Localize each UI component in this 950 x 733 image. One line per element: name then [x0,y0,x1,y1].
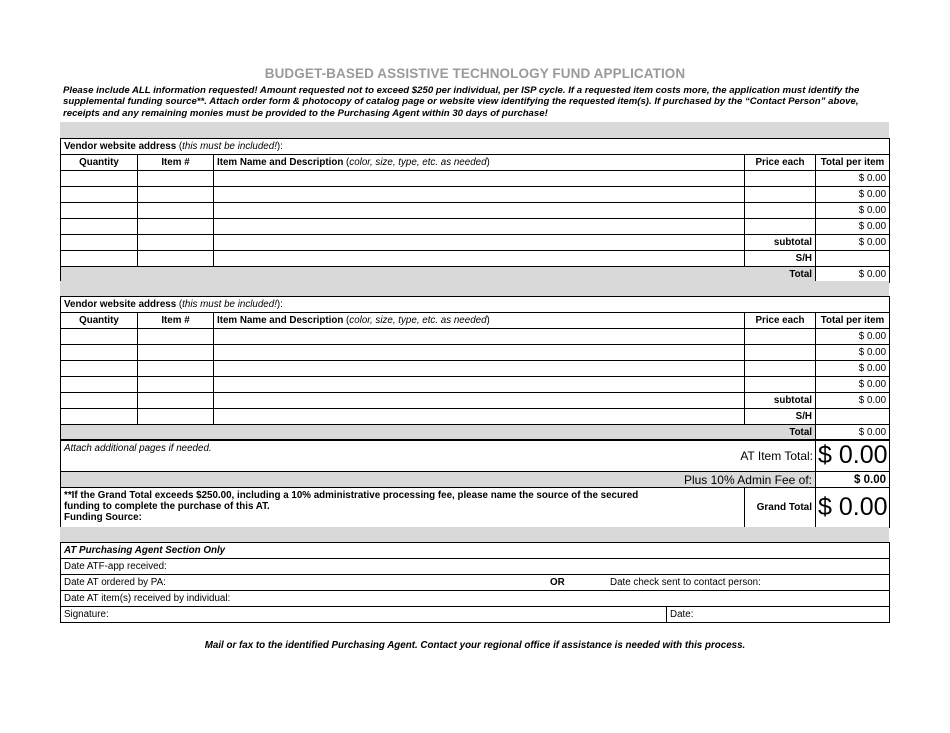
price-cell[interactable] [745,377,816,393]
price-cell[interactable] [745,219,816,235]
vendor-website-field[interactable]: Vendor website address (this must be included!): [61,139,890,155]
col-total-per-item: Total per item [816,313,890,329]
table-row [61,171,890,187]
date-received-field[interactable]: Date ATF-app received: [61,559,890,575]
shipping-row [61,251,890,267]
col-item-number: Item # [138,155,214,171]
item-name-cell[interactable] [214,345,745,361]
item-number-cell[interactable] [138,171,214,187]
subtotal-label: subtotal [745,393,816,409]
quantity-cell[interactable] [61,187,138,203]
price-cell[interactable] [745,329,816,345]
row-total: $ 0.00 [816,203,890,219]
subtotal-value: $ 0.00 [816,235,890,251]
quantity-cell[interactable] [61,393,138,409]
row-total: $ 0.00 [816,377,890,393]
item-number-cell[interactable] [138,187,214,203]
item-number-cell[interactable] [138,409,214,425]
total-value: $ 0.00 [816,267,890,283]
funding-source-field[interactable] [61,488,745,528]
price-cell[interactable] [745,171,816,187]
sh-input[interactable] [816,251,890,267]
sh-label: S/H [745,409,816,425]
at-item-total-value: $ 0.00 [816,440,890,472]
col-quantity: Quantity [61,313,138,329]
admin-fee-value: $ 0.00 [816,472,890,488]
row-total: $ 0.00 [816,345,890,361]
table-row [61,361,890,377]
date-field[interactable]: Date: [667,607,890,623]
vendor-note: this must be included! [182,141,277,152]
subtotal-label: subtotal [745,235,816,251]
items-received-field[interactable]: Date AT item(s) received by individual: [61,591,890,607]
check-sent-label: Date check sent to contact person: [610,577,761,588]
price-cell[interactable] [745,361,816,377]
funding-source-label: Funding Source: [64,512,142,524]
quantity-cell[interactable] [61,409,138,425]
item-number-cell[interactable] [138,361,214,377]
quantity-cell[interactable] [61,235,138,251]
col-price-each: Price each [745,155,816,171]
price-cell[interactable] [745,187,816,203]
total-label: Total [61,425,816,441]
vendor-table-2 [60,296,890,441]
col-price-each: Price each [745,313,816,329]
table-row [61,345,890,361]
quantity-cell[interactable] [61,203,138,219]
quantity-cell[interactable] [61,361,138,377]
footer-note: Mail or fax to the identified Purchasing Agent. Contact your regional office if assistance is needed with this process. [204,640,746,651]
quantity-cell[interactable] [61,219,138,235]
quantity-cell[interactable] [61,377,138,393]
row-total: $ 0.00 [816,219,890,235]
grand-total-value: $ 0.00 [816,488,890,528]
quantity-cell[interactable] [61,345,138,361]
attach-note-cell [61,440,816,472]
vendor-label: Vendor website address [64,141,177,152]
subtotal-row [61,393,890,409]
row-total: $ 0.00 [816,187,890,203]
item-name-cell[interactable] [214,235,745,251]
item-name-cell[interactable] [214,361,745,377]
total-label: Total [61,267,816,283]
item-number-cell[interactable] [138,329,214,345]
col-total-per-item: Total per item [816,155,890,171]
item-name-cell[interactable] [214,219,745,235]
item-name-cell[interactable] [214,329,745,345]
quantity-cell[interactable] [61,329,138,345]
item-number-cell[interactable] [138,235,214,251]
section-divider [60,281,889,297]
item-name-cell[interactable] [214,251,745,267]
price-cell[interactable] [745,203,816,219]
item-number-cell[interactable] [138,345,214,361]
table-row [61,329,890,345]
vendor-website-field[interactable]: Vendor website address (this must be included!): [61,297,890,313]
item-name-cell[interactable] [214,393,745,409]
vendor-label: Vendor website address [64,299,177,310]
sh-input[interactable] [816,409,890,425]
row-total: $ 0.00 [816,171,890,187]
item-number-cell[interactable] [138,219,214,235]
item-name-cell[interactable] [214,171,745,187]
col-quantity: Quantity [61,155,138,171]
vendor-note: this must be included! [182,299,277,310]
totals-table [60,439,890,528]
section-divider [60,527,889,543]
date-ordered-label: Date AT ordered by PA: [64,577,166,588]
shipping-row [61,409,890,425]
grand-total-note: **If the Grand Total exceeds $250.00, including a 10% administrative processing fee, please name the source of the secured funding to complete the purchase of this AT. [64,490,639,513]
col-item-name: Item Name and Description (color, size, type, etc. as needed) [214,313,745,329]
item-name-cell[interactable] [214,377,745,393]
table-row [61,187,890,203]
grand-total-label: Grand Total [745,488,816,528]
or-label: OR [550,577,565,588]
vendor-table-1 [60,138,890,283]
pa-section-table [60,542,890,623]
table-row [61,219,890,235]
section-divider [60,122,889,138]
form-title: BUDGET-BASED ASSISTIVE TECHNOLOGY FUND APPLICATION [264,66,686,81]
item-name-cell[interactable] [214,187,745,203]
col-item-number: Item # [138,313,214,329]
table-row [61,203,890,219]
price-cell[interactable] [745,345,816,361]
row-total: $ 0.00 [816,361,890,377]
item-name-cell[interactable] [214,409,745,425]
admin-fee-label: Plus 10% Admin Fee of: [61,472,816,488]
subtotal-value: $ 0.00 [816,393,890,409]
signature-field[interactable]: Signature: [61,607,667,623]
row-total: $ 0.00 [816,329,890,345]
item-name-cell[interactable] [214,203,745,219]
item-number-cell[interactable] [138,393,214,409]
at-item-total-label: AT Item Total: [740,449,814,463]
item-number-cell[interactable] [138,203,214,219]
sh-label: S/H [745,251,816,267]
total-value: $ 0.00 [816,425,890,441]
instructions-text: Please include ALL information requested! Amount requested not to exceed $250 per individual, per ISP cycle. If a requested item costs more, the application must identify the supplemental funding source**. Attach order form & photocopy of catalog page or website view identifying the requested item(s). If purchased by the “Contact Person” above, receipts and any remaining monies must be provided to the Purchasing Agent within 30 days of purchase! [63,85,860,119]
table-row [61,377,890,393]
date-ordered-field[interactable] [61,575,890,591]
pa-section-heading: AT Purchasing Agent Section Only [61,543,890,559]
attach-note: Attach additional pages if needed. [64,443,212,454]
subtotal-row [61,235,890,251]
col-item-name: Item Name and Description (color, size, type, etc. as needed) [214,155,745,171]
item-number-cell[interactable] [138,251,214,267]
item-number-cell[interactable] [138,377,214,393]
quantity-cell[interactable] [61,251,138,267]
quantity-cell[interactable] [61,171,138,187]
